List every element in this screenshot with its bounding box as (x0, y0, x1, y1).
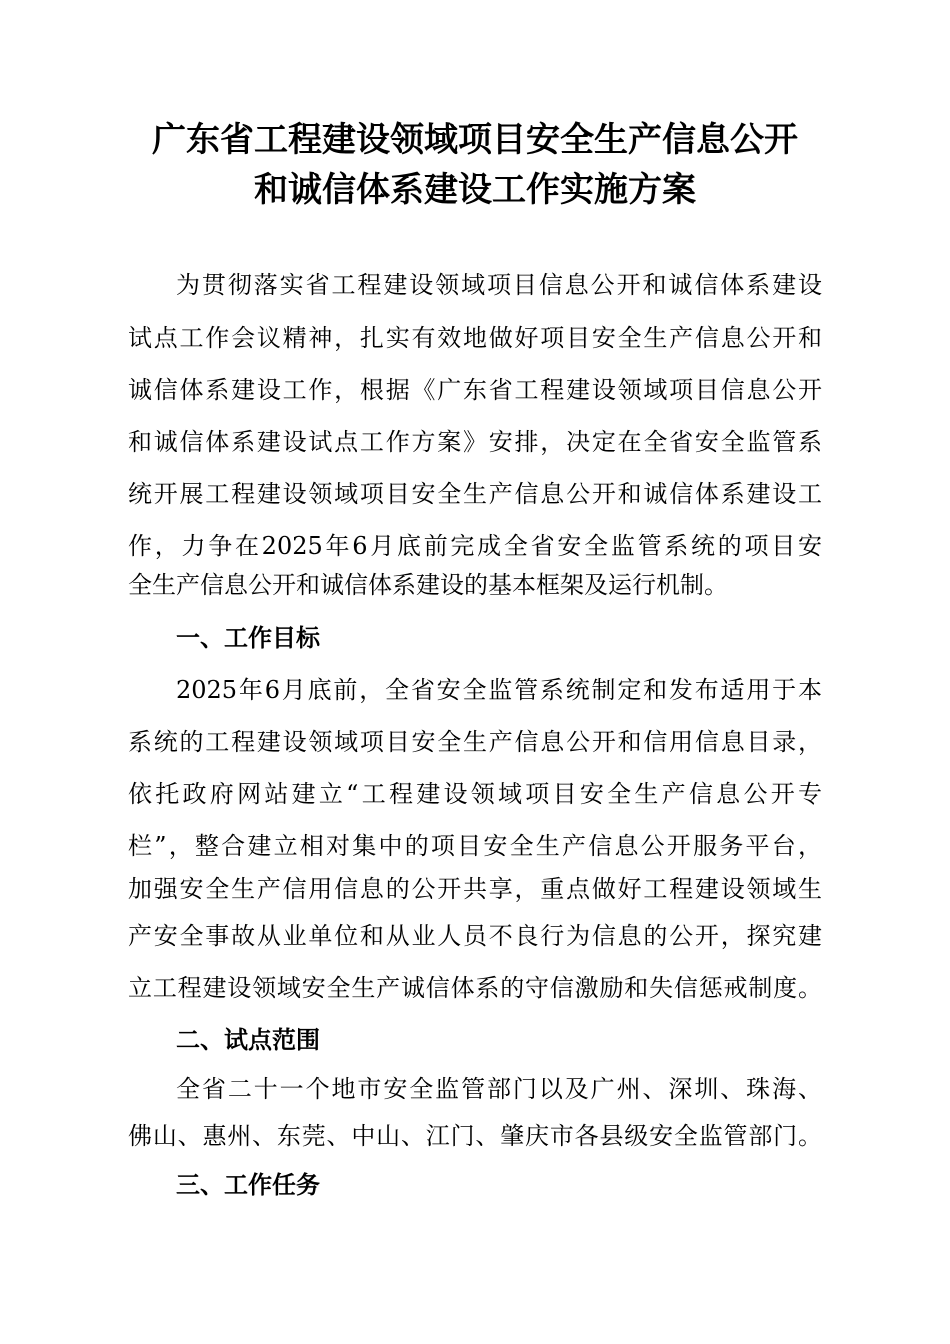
goals-line-1: 2025年6月底前，全省安全监管系统制定和发布适用于本 (176, 676, 822, 704)
section-heading-goals: 一、工作目标 (176, 624, 320, 652)
scope-line-1: 全省二十一个地市安全监管部门以及广州、深圳、珠海、 (176, 1075, 822, 1103)
goals-line-6: 产安全事故从业单位和从业人员不良行为信息的公开，探究建 (128, 922, 822, 950)
intro-line-3: 诚信体系建设工作，根据《广东省工程建设领域项目信息公开 (128, 376, 822, 404)
goals-line-4: 栏”，整合建立相对集中的项目安全生产信息公开服务平台， (128, 832, 822, 860)
goals-line-2: 系统的工程建设领域项目安全生产信息公开和信用信息目录， (128, 728, 822, 756)
section-heading-tasks: 三、工作任务 (176, 1171, 320, 1199)
intro-line-5: 统开展工程建设领域项目安全生产信息公开和诚信体系建设工 (128, 480, 822, 508)
intro-line-4: 和诚信体系建设试点工作方案》安排，决定在全省安全监管系 (128, 428, 822, 456)
document-title-line-1: 广东省工程建设领域项目安全生产信息公开 (152, 120, 798, 160)
intro-line-1: 为贯彻落实省工程建设领域项目信息公开和诚信体系建设 (176, 271, 822, 299)
intro-line-6: 作，力争在2025年6月底前完成全省安全监管系统的项目安 (128, 532, 822, 560)
section-heading-scope: 二、试点范围 (176, 1026, 320, 1054)
document-title-line-2: 和诚信体系建设工作实施方案 (254, 170, 696, 210)
intro-line-2: 试点工作会议精神，扎实有效地做好项目安全生产信息公开和 (128, 324, 822, 352)
goals-line-3: 依托政府网站建立“工程建设领域项目安全生产信息公开专 (128, 780, 822, 808)
goals-line-7: 立工程建设领域安全生产诚信体系的守信激励和失信惩戒制度。 (128, 974, 822, 1002)
goals-line-5: 加强安全生产信用信息的公开共享，重点做好工程建设领域生 (128, 875, 822, 903)
intro-line-7: 全生产信息公开和诚信体系建设的基本框架及运行机制。 (128, 571, 728, 599)
scope-line-2: 佛山、惠州、东莞、中山、江门、肇庆市各县级安全监管部门。 (128, 1122, 822, 1150)
